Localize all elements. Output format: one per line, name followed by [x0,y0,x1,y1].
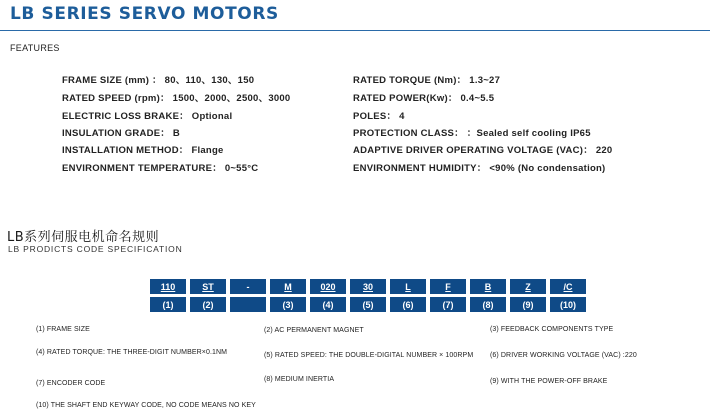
index-cell: (5) [350,297,386,312]
index-cell: (10) [550,297,586,312]
spec-insulation: INSULATION GRADE： B [62,128,181,139]
note-frame-size: (1) FRAME SIZE [36,326,90,333]
note-medium-inertia: (8) MEDIUM INERTIA [264,376,335,383]
page-title: LB SERIES SERVO MOTORS [10,4,279,24]
code-cell: 110 [150,279,186,294]
spec-protection-class: PROTECTION CLASS： ：Sealed self cooling IP65 [353,128,591,139]
spec-brake: ELECTRIC LOSS BRAKE： Optional [62,111,233,122]
code-cell: - [230,279,266,294]
note-encoder-code: (7) ENCODER CODE [36,380,106,387]
note-rated-torque: (4) RATED TORQUE: THE THREE-DIGIT NUMBER×0.1NM [36,349,228,356]
title-divider [0,30,710,31]
note-permanent-magnet: (2) AC PERMANENT MAGNET [264,327,364,334]
code-row [150,279,586,294]
spec-env-temperature: ENVIRONMENT TEMPERATURE： 0~55°C [62,163,259,174]
code-cell: Z [510,279,546,294]
code-cell: L [390,279,426,294]
code-cell: B [470,279,506,294]
spec-rated-torque: RATED TORQUE (Nm)： 1.3~27 [353,75,501,86]
spec-rated-speed: RATED SPEED (rpm)： 1500、2000、2500、3000 [62,93,291,104]
spec-driver-voltage: ADAPTIVE DRIVER OPERATING VOLTAGE (VAC)： 220 [353,145,613,156]
index-cell: (6) [390,297,426,312]
index-cell [230,297,266,312]
note-keyway-code: (10) THE SHAFT END KEYWAY CODE, NO CODE MEANS NO KEY [36,402,256,409]
spec-poles: POLES： 4 [353,111,405,122]
spec-env-humidity: ENVIRONMENT HUMIDITY： <90% (No condensation) [353,163,606,174]
note-brake: (9) WITH THE POWER-OFF BRAKE [490,378,608,385]
spec-rated-power: RATED POWER(Kw)： 0.4~5.5 [353,93,495,104]
index-cell: (3) [270,297,306,312]
index-cell: (7) [430,297,466,312]
index-cell: (9) [510,297,546,312]
naming-rules-subtitle: LB PRODICTS CODE SPECIFICATION [8,244,183,254]
index-row [150,297,586,312]
code-specification-table [146,276,590,315]
index-cell: (1) [150,297,186,312]
spec-frame-size: FRAME SIZE (mm) ： 80、110、130、150 [62,75,255,86]
code-cell: 020 [310,279,346,294]
features-heading: FEATURES [10,43,60,53]
code-cell: 30 [350,279,386,294]
index-cell: (2) [190,297,226,312]
naming-rules-title: LB系列伺服电机命名规则 [7,230,160,245]
note-driver-voltage: (6) DRIVER WORKING VOLTAGE (VAC) :220 [490,352,637,359]
code-cell: /C [550,279,586,294]
note-rated-speed: (5) RATED SPEED: THE DOUBLE-DIGITAL NUMBER × 100RPM [264,352,474,359]
code-cell: F [430,279,466,294]
index-cell: (8) [470,297,506,312]
code-cell: M [270,279,306,294]
note-feedback-type: (3) FEEDBACK COMPONENTS TYPE [490,326,614,333]
code-cell: ST [190,279,226,294]
spec-installation: INSTALLATION METHOD： Flange [62,145,224,156]
index-cell: (4) [310,297,346,312]
